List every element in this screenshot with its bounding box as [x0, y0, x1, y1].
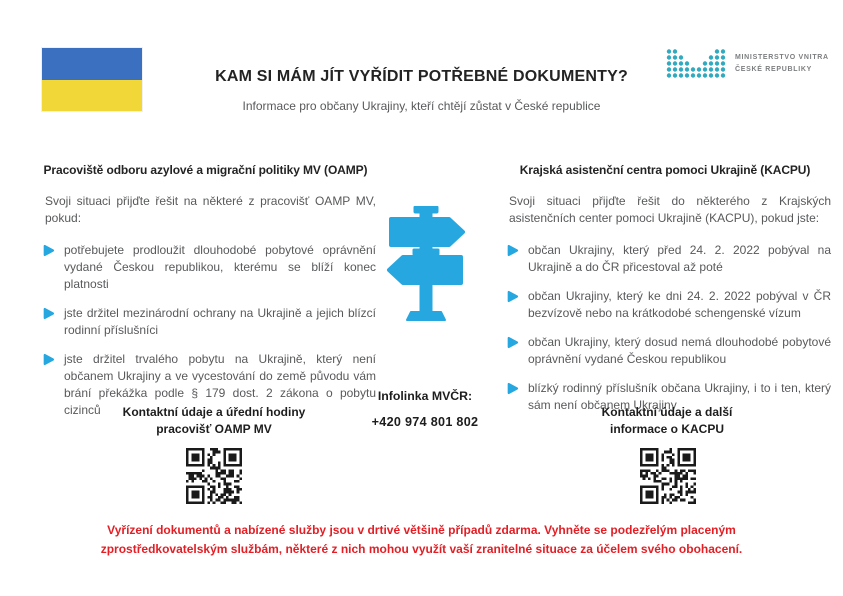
ministry-logo	[666, 48, 829, 79]
bullet-text: občan Ukrajiny, který dosud nemá dlouhodobé pobytové oprávnění vydané Českou republikou	[528, 334, 831, 366]
kacpu-intro: Svoji situaci přijďte řešit do některého z Krajských asistenčních center pomoci Ukrajině (KACPU), pokud jste:	[509, 194, 831, 226]
kacpu-bullet-list	[499, 242, 831, 414]
oamp-heading: Pracoviště odboru azylové a migrační politiky MV (OAMP)	[43, 163, 368, 177]
bullet-text: občan Ukrajiny, který před 24. 2. 2022 pobýval na Ukrajině a do ČR přicestoval až poté	[528, 242, 831, 274]
signpost-icon	[382, 206, 470, 322]
arrow-right-icon	[506, 336, 519, 349]
bullet-text: blízký rodinný příslušník občana Ukrajiny, i to i ten, který sám není občanem Ukrajiny	[528, 380, 831, 412]
bullet-text: občan Ukrajiny, který ke dni 24. 2. 2022 pobýval v ČR bezvízově nebo na krátkodobé schengenské vízum	[528, 288, 831, 320]
arrow-right-icon	[506, 382, 519, 395]
bullet-item	[499, 288, 831, 322]
arrow-right-icon	[42, 353, 55, 366]
bullet-text: potřebujete prodloužit dlouhodobé pobytové oprávnění vydané Českou republikou, kterému se blíží konec platnosti	[64, 242, 376, 291]
kacpu-qr-label-line1: Kontaktní údaje a další	[601, 405, 733, 419]
infoline-phone-number: +420 974 801 802	[371, 415, 479, 429]
arrow-right-icon	[42, 244, 55, 257]
oamp-section	[35, 163, 376, 431]
oamp-bullet-list	[35, 242, 376, 419]
oamp-qr-label	[84, 404, 344, 438]
oamp-intro: Svoji situaci přijďte řešit na některé z pracovišť OAMP MV, pokud:	[45, 194, 376, 226]
qr-code-image	[186, 448, 242, 504]
bullet-text: jste držitel trvalého pobytu na Ukrajině, který není občanem Ukrajiny a ve vycestování do země původu vám brání překážka podle § 179 dost. 2 zákona o pobytu cizinců	[64, 351, 376, 418]
infoline-label: Infolinka MVČR:	[377, 389, 473, 403]
page-subtitle: Informace pro občany Ukrajiny, kteří chtějí zůstat v České republice	[242, 99, 601, 113]
bullet-item	[35, 242, 376, 293]
bullet-item	[35, 305, 376, 339]
qr-code-image	[640, 448, 696, 504]
arrow-right-icon	[42, 307, 55, 320]
ministry-name-line1: MINISTERSTVO VNITRA	[735, 54, 829, 62]
kacpu-heading: Krajská asistenční centra pomoci Ukrajině (KACPU)	[519, 163, 811, 177]
ministry-dots-icon	[666, 48, 726, 79]
oamp-qr-label-line2: pracovišť OAMP MV	[156, 421, 272, 436]
oamp-qr-label-line1: Kontaktní údaje a úřední hodiny	[122, 405, 306, 419]
warning-text: Vyřízení dokumentů a nabízené služby jsou v drtivé většině případů zdarma. Vyhněte se podezřelým placeným zprostředkovatelským službám, některé z nich mohou využít vaší zranitelné situace za účelem svého obohacení.	[100, 523, 743, 556]
bullet-item	[499, 334, 831, 368]
kacpu-qr-label	[537, 404, 797, 438]
bullet-text: jste držitel mezinárodní ochrany na Ukrajině a jejich blízcí rodinní příslušníci	[64, 305, 376, 337]
ministry-name-line2: ČESKÉ REPUBLIKY	[735, 65, 813, 73]
qr-code-kacpu	[640, 448, 696, 504]
bullet-item	[499, 242, 831, 276]
qr-code-oamp	[186, 448, 242, 504]
ministry-name	[735, 52, 829, 74]
kacpu-qr-label-line2: informace o KACPU	[609, 421, 725, 436]
page-title: KAM SI MÁM JÍT VYŘÍDIT POTŘEBNÉ DOKUMENTY?	[215, 68, 628, 85]
arrow-right-icon	[506, 290, 519, 303]
arrow-right-icon	[506, 244, 519, 257]
kacpu-section	[499, 163, 831, 426]
